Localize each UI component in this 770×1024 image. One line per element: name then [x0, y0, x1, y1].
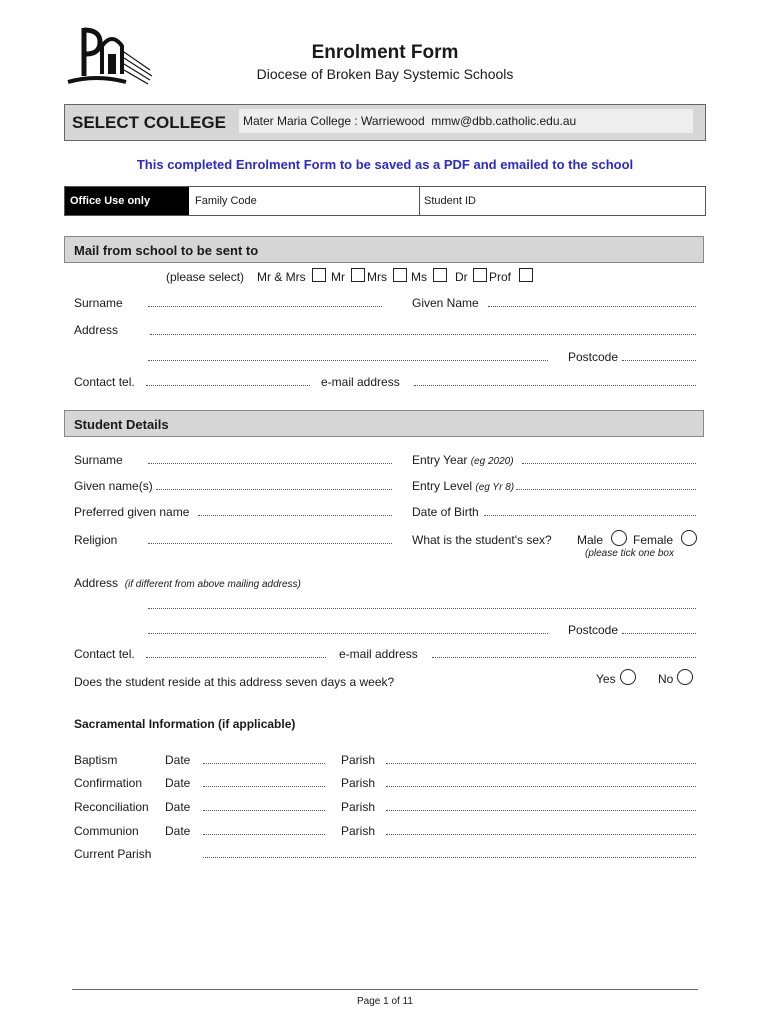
- confirmation-parish-label: Parish: [341, 776, 376, 790]
- mail-postcode-field[interactable]: [622, 360, 696, 361]
- preferred-name-field[interactable]: [198, 515, 392, 516]
- reconciliation-date-label: Date: [165, 800, 191, 814]
- title-dr-label: Dr: [455, 270, 468, 284]
- yes-radio[interactable]: [620, 669, 636, 685]
- female-label: Female: [633, 533, 674, 547]
- student-surname-label: Surname: [74, 453, 123, 467]
- reconciliation-parish-field[interactable]: [386, 810, 696, 811]
- college-select-value: Mater Maria College : Warriewood mmw@dbb.catholic.edu.au: [243, 114, 577, 128]
- entry-year-label: Entry Year (eg 2020): [412, 453, 514, 467]
- current-parish-field[interactable]: [203, 857, 696, 858]
- confirmation-date-field[interactable]: [203, 786, 325, 787]
- please-select-label: (please select): [166, 270, 245, 284]
- student-postcode-field[interactable]: [622, 633, 696, 634]
- family-code-field[interactable]: Family Code: [189, 187, 420, 215]
- mail-address-field-2[interactable]: [148, 360, 548, 361]
- mail-email-label: e-mail address: [321, 375, 400, 389]
- given-names-field[interactable]: [156, 489, 392, 490]
- preferred-name-label: Preferred given name: [74, 505, 190, 519]
- mail-address-field-1[interactable]: [150, 334, 696, 335]
- communion-date-field[interactable]: [203, 834, 325, 835]
- student-postcode-label: Postcode: [568, 623, 619, 637]
- dob-field[interactable]: [484, 515, 696, 516]
- title-mrs-label: Mrs: [367, 270, 387, 284]
- student-contact-tel-label: Contact tel.: [74, 647, 135, 661]
- reside-question: Does the student reside at this address seven days a week?: [74, 675, 395, 689]
- reconciliation-parish-label: Parish: [341, 800, 376, 814]
- student-address-label: Address (if different from above mailing address): [74, 576, 301, 590]
- college-select[interactable]: [239, 109, 693, 133]
- mail-surname-field[interactable]: [148, 306, 382, 307]
- title-dr-checkbox[interactable]: [473, 268, 487, 282]
- mail-given-name-field[interactable]: [488, 306, 696, 307]
- sex-question: What is the student's sex?: [412, 533, 552, 547]
- baptism-label: Baptism: [74, 753, 118, 767]
- communion-parish-label: Parish: [341, 824, 376, 838]
- title-mr-mrs-checkbox[interactable]: [312, 268, 326, 282]
- no-radio[interactable]: [677, 669, 693, 685]
- title-mr-mrs-label: Mr & Mrs: [257, 270, 306, 284]
- female-radio[interactable]: [681, 530, 697, 546]
- page-number: Page 1 of 11: [357, 996, 413, 1007]
- title-ms-checkbox[interactable]: [433, 268, 447, 282]
- confirmation-label: Confirmation: [74, 776, 143, 790]
- select-college-bar: [64, 104, 706, 141]
- title-mrs-checkbox[interactable]: [393, 268, 407, 282]
- baptism-parish-field[interactable]: [386, 763, 696, 764]
- given-names-label: Given name(s): [74, 479, 153, 493]
- baptism-date-field[interactable]: [203, 763, 325, 764]
- office-use-row: [64, 186, 706, 216]
- mail-email-field[interactable]: [414, 385, 696, 386]
- form-title: Enrolment Form: [311, 42, 459, 63]
- yes-label: Yes: [596, 672, 616, 686]
- student-address-field-2[interactable]: [148, 633, 548, 634]
- student-email-field[interactable]: [432, 657, 696, 658]
- confirmation-date-label: Date: [165, 776, 191, 790]
- communion-label: Communion: [74, 824, 139, 838]
- student-id-field[interactable]: Student ID: [424, 195, 476, 207]
- instruction-text: This completed Enrolment Form to be saved as a PDF and emailed to the school: [136, 157, 634, 172]
- mail-address-label: Address: [74, 323, 119, 337]
- reconciliation-label: Reconciliation: [74, 800, 149, 814]
- dob-label: Date of Birth: [412, 505, 479, 519]
- title-mr-label: Mr: [331, 270, 345, 284]
- student-address-field-1[interactable]: [148, 608, 696, 609]
- communion-date-label: Date: [165, 824, 191, 838]
- student-contact-tel-field[interactable]: [146, 657, 326, 658]
- mail-postcode-label: Postcode: [568, 350, 619, 364]
- tick-hint: (please tick one box: [585, 548, 674, 559]
- student-surname-field[interactable]: [148, 463, 392, 464]
- title-ms-label: Ms: [411, 270, 427, 284]
- religion-label: Religion: [74, 533, 118, 547]
- footer-rule: [72, 989, 698, 990]
- baptism-date-label: Date: [165, 753, 191, 767]
- student-email-label: e-mail address: [339, 647, 418, 661]
- title-prof-label: Prof: [489, 270, 512, 284]
- entry-level-field[interactable]: [516, 489, 696, 490]
- religion-field[interactable]: [148, 543, 392, 544]
- title-prof-checkbox[interactable]: [519, 268, 533, 282]
- mail-given-name-label: Given Name: [412, 296, 479, 310]
- male-radio[interactable]: [611, 530, 627, 546]
- mail-surname-label: Surname: [74, 296, 123, 310]
- student-section-header: Student Details: [64, 410, 704, 437]
- office-use-label: Office Use only: [65, 187, 189, 215]
- form-subtitle: Diocese of Broken Bay Systemic Schools: [256, 66, 514, 82]
- reconciliation-date-field[interactable]: [203, 810, 325, 811]
- communion-parish-field[interactable]: [386, 834, 696, 835]
- sacramental-title: Sacramental Information (if applicable): [74, 717, 296, 731]
- current-parish-label: Current Parish: [74, 847, 152, 861]
- baptism-parish-label: Parish: [341, 753, 376, 767]
- title-mr-checkbox[interactable]: [351, 268, 365, 282]
- no-label: No: [658, 672, 674, 686]
- entry-level-label: Entry Level (eg Yr 8): [412, 479, 515, 493]
- male-label: Male: [577, 533, 604, 547]
- mail-section-header: Mail from school to be sent to: [64, 236, 704, 263]
- select-college-label: SELECT COLLEGE: [72, 113, 226, 132]
- entry-year-field[interactable]: [522, 463, 696, 464]
- mail-contact-tel-field[interactable]: [146, 385, 310, 386]
- confirmation-parish-field[interactable]: [386, 786, 696, 787]
- mail-contact-tel-label: Contact tel.: [74, 375, 135, 389]
